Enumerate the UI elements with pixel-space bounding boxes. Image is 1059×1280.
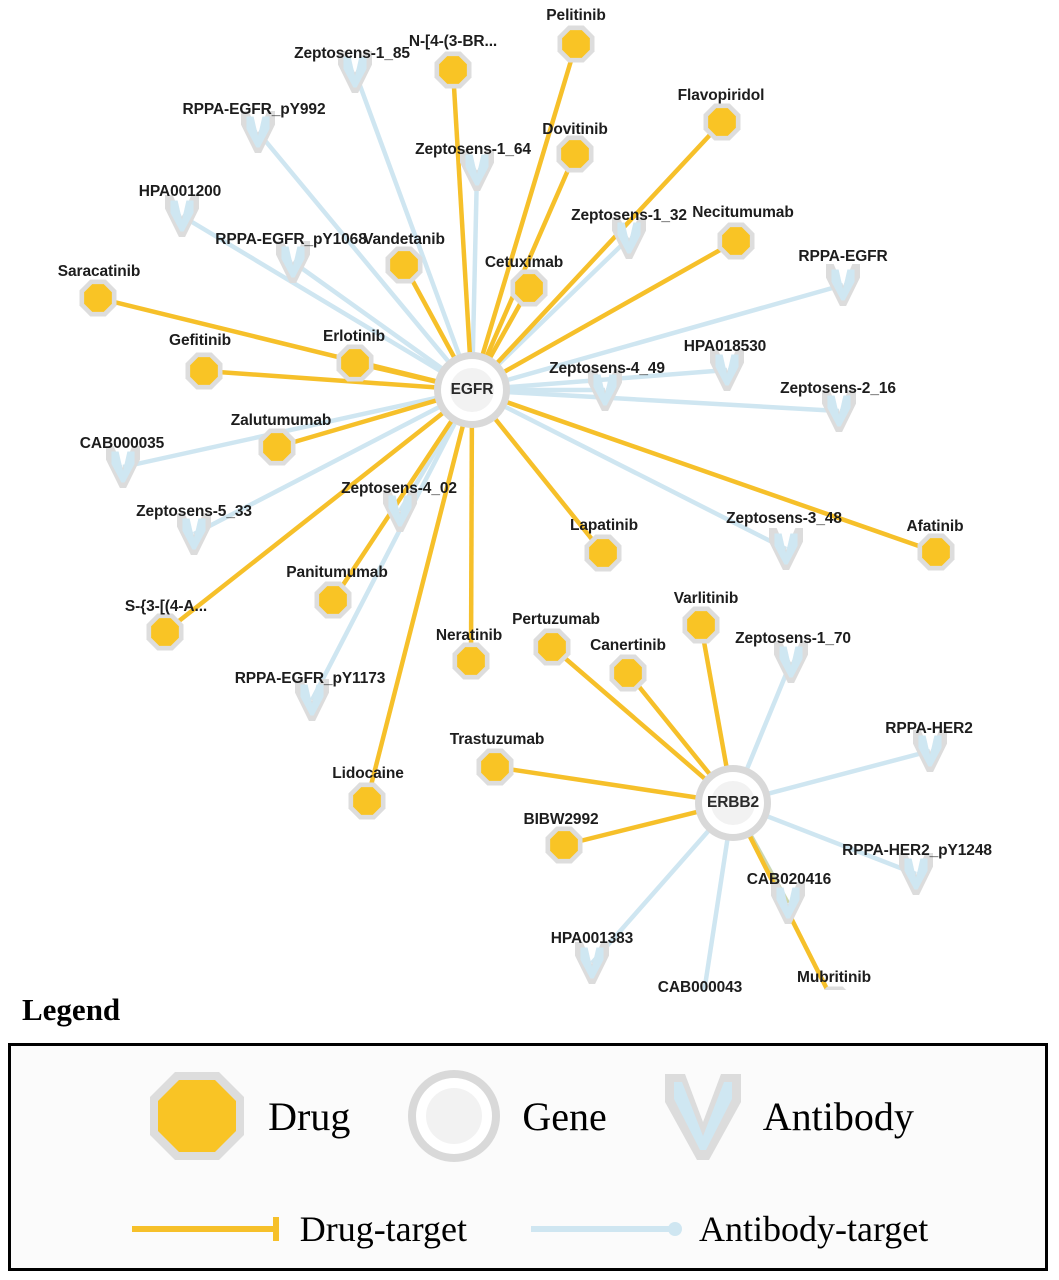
drug-body: [708, 108, 736, 136]
drug-node[interactable]: [315, 582, 352, 619]
drug-node[interactable]: [435, 52, 472, 89]
drug-target-edge: [490, 122, 722, 371]
drug-body: [481, 753, 509, 781]
antibody-label: HPA018530: [683, 338, 767, 355]
drug-label: Trastuzumab: [449, 731, 545, 748]
legend-item-antibody-target: [527, 1208, 928, 1250]
drug-label: Pertuzumab: [512, 611, 600, 628]
legend-edges-row: [11, 1186, 1045, 1271]
antibody-label: RPPA-HER2_pY1248: [842, 842, 992, 859]
drug-target-edge-icon: [128, 1214, 288, 1244]
drug-target-edge: [479, 44, 576, 365]
drug-body: [263, 433, 291, 461]
legend-panel: [8, 1043, 1048, 1271]
drug-node[interactable]: [186, 353, 223, 390]
antibody-label: RPPA-EGFR: [798, 248, 888, 265]
legend-item-antibody: [659, 1064, 914, 1168]
drug-body: [589, 539, 617, 567]
antibody-label: CAB000043: [657, 979, 743, 996]
antibody-label: Zeptosens-1_85: [294, 45, 410, 62]
drug-label: Afatinib: [906, 518, 964, 535]
legend-item-drug: [142, 1064, 350, 1168]
drug-label: Vandetanib: [363, 231, 445, 248]
drug-label: Flavopiridol: [677, 87, 765, 104]
antibody-label: RPPA-HER2: [885, 720, 973, 737]
antibody-label: Zeptosens-3_48: [726, 510, 842, 527]
antibody-target-edge: [758, 751, 930, 796]
drug-node[interactable]: [585, 535, 622, 572]
drug-target-edge: [497, 399, 936, 552]
legend-title: Legend: [22, 992, 121, 1027]
drug-node[interactable]: [534, 629, 571, 666]
drug-node[interactable]: [80, 280, 117, 317]
drug-node[interactable]: [817, 987, 854, 990]
drug-label: Neratinib: [435, 627, 503, 644]
drug-node[interactable]: [337, 345, 374, 382]
drug-label: Dovitinib: [542, 121, 608, 138]
drug-body: [538, 633, 566, 661]
drug-node[interactable]: [718, 223, 755, 260]
antibody-label: Zeptosens-4_49: [549, 360, 665, 377]
drug-node[interactable]: [704, 104, 741, 141]
drug-node[interactable]: [511, 270, 548, 307]
drug-label: Lidocaine: [332, 765, 404, 782]
drug-label: BIBW2992: [523, 811, 599, 828]
antibody-icon: [659, 1064, 747, 1168]
drug-body: [353, 787, 381, 815]
drug-body: [439, 56, 467, 84]
drug-target-edge: [471, 416, 472, 661]
drug-label: Zalutumumab: [230, 412, 332, 429]
legend-label-drug: Drug: [268, 1093, 351, 1139]
legend-item-gene: [402, 1064, 606, 1168]
drug-node[interactable]: [610, 655, 647, 692]
antibody-label: Zeptosens-1_64: [415, 141, 531, 158]
gene-icon: [402, 1064, 506, 1168]
drug-node[interactable]: [477, 749, 514, 786]
drug-node[interactable]: [453, 643, 490, 680]
drug-node[interactable]: [558, 26, 595, 63]
drug-body: [319, 586, 347, 614]
antibody-label: RPPA-EGFR_pY992: [182, 101, 326, 118]
drug-body: [614, 659, 642, 687]
antibody-label: CAB000035: [79, 435, 165, 452]
legend-label-antibody-target: Antibody-target: [698, 1208, 929, 1249]
drug-target-edge: [453, 70, 470, 364]
antibody-label: Zeptosens-1_70: [735, 630, 851, 647]
drug-body: [722, 227, 750, 255]
drug-label: S-{3-[(4-A...: [124, 598, 208, 615]
drug-node[interactable]: [683, 607, 720, 644]
drug-target-edge: [701, 625, 728, 777]
antibody-target-edge: [473, 170, 477, 364]
legend-label-gene: Gene: [522, 1093, 607, 1139]
antibody-target-edge: [355, 72, 463, 366]
antibody-target-edge: [743, 662, 791, 779]
antibody-label: Zeptosens-5_33: [136, 503, 252, 520]
drug-body: [922, 538, 950, 566]
drug-label: Cetuximab: [484, 254, 564, 271]
antibody-label: RPPA-EGFR_pY1068: [215, 231, 367, 248]
drug-label: Panitumumab: [286, 564, 388, 581]
drug-node[interactable]: [918, 534, 955, 571]
drug-label: Erlotinib: [323, 328, 385, 345]
drug-node[interactable]: [147, 614, 184, 651]
drug-body: [515, 274, 543, 302]
drug-node[interactable]: [386, 247, 423, 284]
drug-target-edge: [495, 767, 707, 799]
drug-node[interactable]: [349, 783, 386, 820]
drug-halo: [817, 987, 854, 990]
gene-label: ERBB2: [706, 794, 760, 811]
legend-label-antibody: Antibody: [762, 1093, 914, 1139]
antibody-label: HPA001200: [138, 183, 222, 200]
antibody-label: Zeptosens-2_16: [780, 380, 896, 397]
drug-node[interactable]: [546, 827, 583, 864]
gene-label: EGFR: [450, 381, 494, 398]
antibody-label: Zeptosens-4_02: [341, 480, 457, 497]
drug-body: [190, 357, 218, 385]
antibody-label: CAB020416: [746, 871, 832, 888]
drug-node[interactable]: [557, 136, 594, 173]
drug-label: Saracatinib: [57, 263, 141, 280]
drug-label: N-[4-(3-BR...: [408, 33, 498, 50]
drug-label: Canertinib: [590, 637, 666, 654]
drug-body: [457, 647, 485, 675]
drug-label: Pelitinib: [546, 7, 606, 24]
drug-body: [687, 611, 715, 639]
drug-label: Necitumumab: [692, 204, 794, 221]
drug-body: [341, 349, 369, 377]
drug-body: [151, 618, 179, 646]
antibody-target-edge-icon: [527, 1214, 687, 1244]
antibody-label: Zeptosens-1_32: [571, 207, 687, 224]
drug-body: [84, 284, 112, 312]
drug-node[interactable]: [259, 429, 296, 466]
antibody-target-edge: [701, 829, 729, 990]
drug-target-edge: [628, 673, 717, 783]
drug-label: Gefitinib: [169, 332, 231, 349]
drug-body: [390, 251, 418, 279]
antibody-label: HPA001383: [550, 930, 634, 947]
drug-body: [561, 140, 589, 168]
legend-item-drug-target: [128, 1208, 467, 1250]
drug-label: Mubritinib: [797, 969, 871, 986]
drug-icon: [142, 1064, 252, 1168]
drug-label: Varlitinib: [673, 590, 739, 607]
legend-shapes-row: [11, 1046, 1045, 1186]
drug-body: [562, 30, 590, 58]
legend-label-drug-target: Drug-target: [299, 1208, 467, 1249]
drug-body: [550, 831, 578, 859]
antibody-label: RPPA-EGFR_pY1173: [234, 670, 386, 687]
drug-label: Lapatinib: [570, 517, 638, 534]
